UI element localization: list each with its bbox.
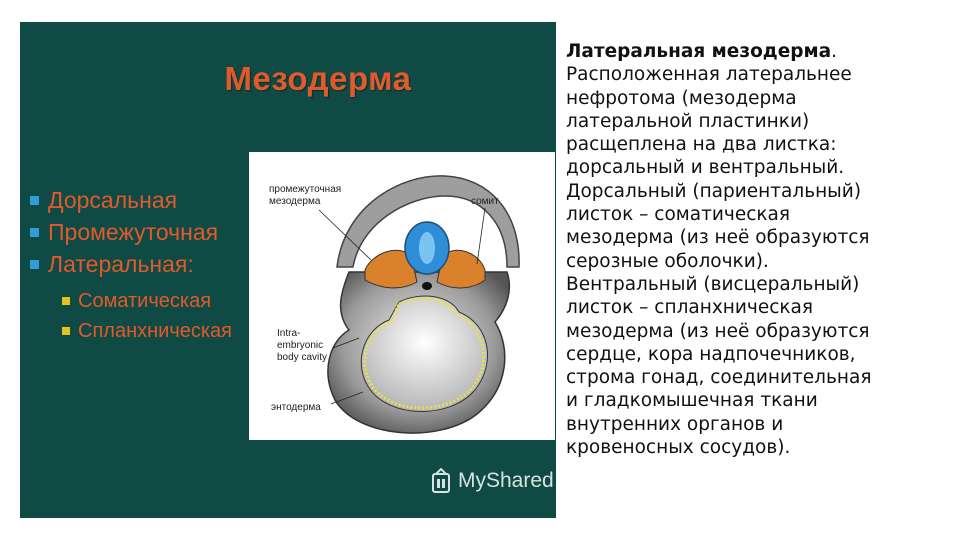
bullet-item: Промежуточная xyxy=(30,216,218,248)
description-line: кровеносных сосудов). xyxy=(566,437,791,459)
description-line: строма гонад, соединительная xyxy=(566,367,872,389)
description-line: мезодерма (из неё образуются xyxy=(566,320,870,342)
sub-bullet-marker-icon xyxy=(62,297,70,305)
bullet-item: Дорсальная xyxy=(30,184,218,216)
myshared-watermark: MyShared xyxy=(430,468,554,494)
bullet-marker-icon xyxy=(30,196,39,205)
bullet-item: Латеральная: xyxy=(30,248,218,280)
description-line: мезодерма (из неё образуются xyxy=(566,227,870,249)
description-line: серозные оболочки). xyxy=(566,250,769,272)
description-line: листок – спланхническая xyxy=(566,297,814,319)
description-line: внутренних органов и xyxy=(566,413,784,435)
description-lead: Латеральная мезодерма xyxy=(566,41,832,62)
sub-bullet-item: Соматическая xyxy=(62,286,232,316)
slide-panel xyxy=(20,22,556,518)
sub-bullet-marker-icon xyxy=(62,327,70,335)
description-line: латеральной пластинки) xyxy=(566,110,810,132)
bullet-list xyxy=(30,184,218,280)
description-line: Расположенная латеральнее xyxy=(566,64,852,86)
slide-title: Мезодерма xyxy=(224,60,412,97)
sub-bullet-item: Спланхническая xyxy=(62,316,232,346)
bullet-marker-icon xyxy=(30,228,39,237)
description-line: нефротома (мезодерма xyxy=(566,87,797,109)
description-line: дорсальный и вентральный. xyxy=(566,157,845,179)
description-line: расщеплена на два листка: xyxy=(566,134,837,156)
embryo-diagram xyxy=(249,152,555,440)
label-body-cavity: Intra- embryonic body cavity xyxy=(277,328,328,363)
description-line: сердце, кора надпочечников, xyxy=(566,343,856,365)
description-line: и гладкомышечная ткани xyxy=(566,390,818,412)
label-somite: сомит xyxy=(471,196,499,207)
notochord-shape xyxy=(422,282,432,290)
description-line: Дорсальный (париентальный) xyxy=(566,180,862,202)
description-text: Латеральная мезодерма. Расположенная латеральнее нефротома (мезодерма латеральной пластинки) расщеплена на два листка: дорсальный и вентральный. Дорсальный (париентальный) листок – соматическая мезодерма (из неё образуются серозные оболочки). Вентральный (висцеральный) листок – спланхническая мезодерма (из неё образуются сердце, кора надпочечников, строма гонад, соединительная и гладкомышечная ткани внутренних органов и кровеносных сосудов). xyxy=(566,40,946,459)
description-line: Вентральный (висцеральный) xyxy=(566,273,860,295)
bullet-marker-icon xyxy=(30,260,39,269)
sub-bullet-list xyxy=(62,286,232,346)
description-line: листок – соматическая xyxy=(566,204,791,226)
label-endoderm: энтодерма xyxy=(271,402,321,413)
myshared-logo-icon xyxy=(430,468,452,494)
label-intermediate-mesoderm: промежуточная мезодерма xyxy=(269,184,342,207)
